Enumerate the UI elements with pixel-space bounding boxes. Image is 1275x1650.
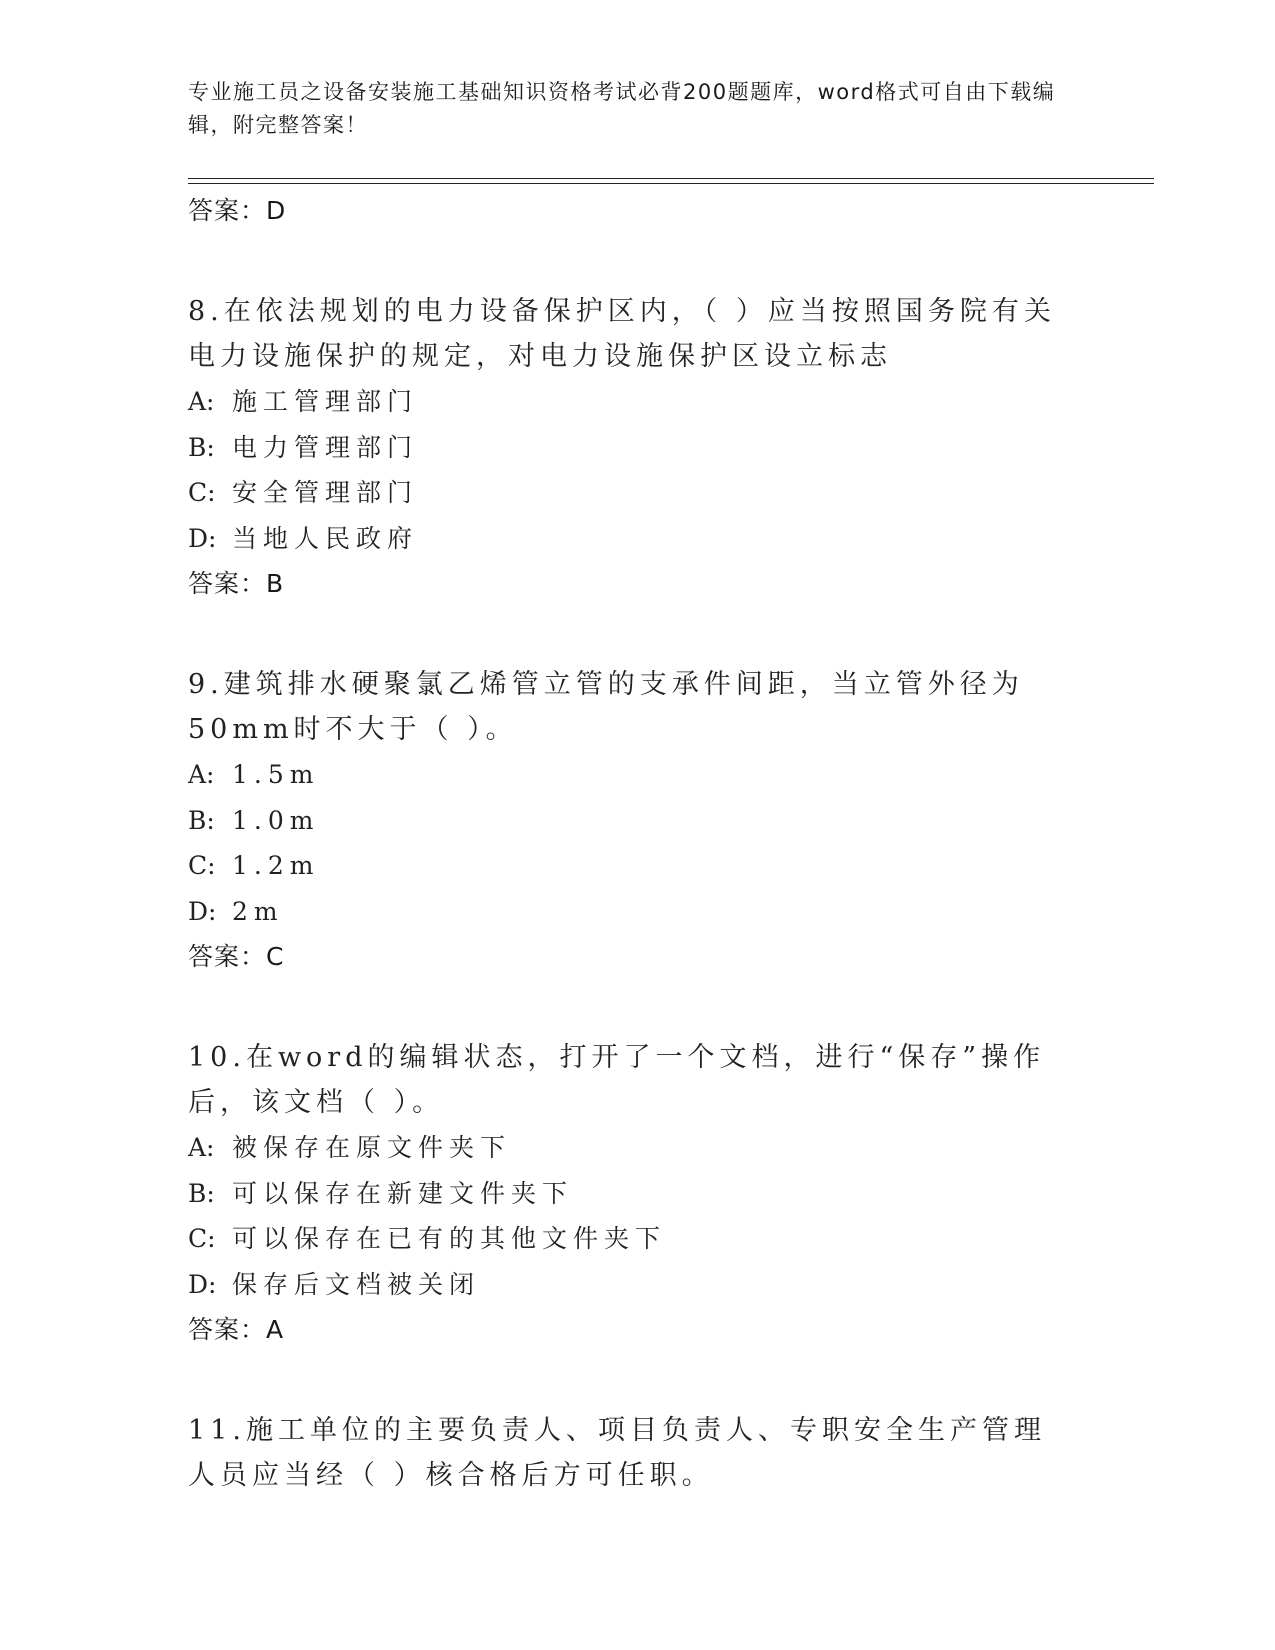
option-a: [188, 379, 1068, 425]
option-text: 1.5m: [232, 760, 320, 789]
option-d: [188, 889, 1068, 935]
option-key: B:: [188, 432, 215, 462]
option-text: 电力管理部门: [232, 432, 419, 462]
option-key: A:: [188, 760, 215, 789]
option-b: [188, 798, 1068, 844]
option-key: D:: [188, 523, 217, 553]
question-text: 8.在依法规划的电力设备保护区内，（ ）应当按照国务院有关电力设施保护的规定，对电力设施保护区设立标志: [188, 296, 1056, 372]
option-text: 1.2m: [232, 851, 320, 880]
option-text: 可以保存在已有的其他文件夹下: [232, 1224, 667, 1253]
question-10: [188, 1035, 1068, 1353]
option-key: C:: [188, 851, 216, 880]
answer-line: 答案：A: [188, 1315, 285, 1344]
option-key: A:: [188, 387, 215, 416]
option-key: D:: [188, 1269, 217, 1299]
option-key: B:: [188, 805, 215, 835]
option-c: [188, 1216, 1068, 1262]
option-d: [188, 1262, 1068, 1308]
answer-line: 答案：B: [188, 569, 285, 598]
option-key: D:: [188, 896, 217, 926]
option-a: [188, 1125, 1068, 1171]
option-c: [188, 843, 1068, 889]
header-rule-top: [188, 178, 1154, 179]
document-header: [188, 76, 1068, 142]
option-text: 被保存在原文件夹下: [232, 1133, 512, 1162]
question-text: 11.施工单位的主要负责人、项目负责人、专职安全生产管理人员应当经（ ）核合格后方可任职。: [188, 1415, 1046, 1491]
option-text: 施工管理部门: [232, 387, 419, 416]
question-9: [188, 662, 1068, 980]
option-key: C:: [188, 478, 216, 507]
option-b: [188, 1171, 1068, 1217]
question-text: 9.建筑排水硬聚氯乙烯管立管的支承件间距，当立管外径为50mm时不大于（ ）。: [188, 669, 1024, 745]
option-key: A:: [188, 1133, 215, 1162]
option-a: [188, 752, 1068, 798]
option-text: 2m: [232, 896, 284, 926]
question-text: 10.在word的编辑状态，打开了一个文档，进行“保存”操作后，该文档（ ）。: [188, 1042, 1046, 1118]
option-text: 保存后文档被关闭: [232, 1269, 481, 1299]
document-body: [188, 188, 1068, 1498]
option-key: B:: [188, 1178, 215, 1208]
question-8: [188, 289, 1068, 607]
option-c: [188, 470, 1068, 516]
header-rule-bottom: [188, 183, 1154, 184]
option-text: 安全管理部门: [232, 478, 419, 507]
question-11: [188, 1408, 1068, 1498]
option-d: [188, 516, 1068, 562]
answer-line: 答案：D: [188, 196, 287, 225]
header-text: 专业施工员之设备安装施工基础知识资格考试必背200题题库，word格式可自由下载编辑，附完整答案！: [188, 80, 1056, 137]
option-text: 当地人民政府: [232, 523, 419, 553]
answer-line: 答案：C: [188, 942, 285, 971]
option-key: C:: [188, 1224, 216, 1253]
option-text: 1.0m: [232, 805, 320, 835]
option-text: 可以保存在新建文件夹下: [232, 1178, 574, 1208]
option-b: [188, 425, 1068, 471]
